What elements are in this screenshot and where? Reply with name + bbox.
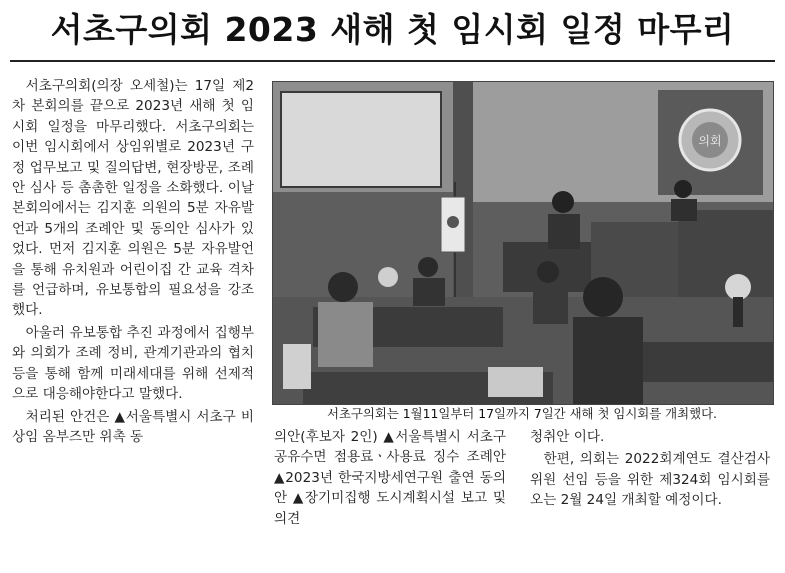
left-column — [12, 76, 254, 447]
right-column — [530, 427, 770, 511]
emblem-label: 의회 — [698, 134, 722, 148]
photo-caption: 서초구의회는 1월11일부터 17일까지 7일간 새해 첫 임시회를 개최했다. — [326, 406, 717, 421]
photo-illustration — [273, 82, 773, 404]
paragraph-agenda-continued: 의안(후보자 2인) ▲서울특별시 서초구 공유수면 점용료ㆍ사용료 징수 조례안 ▲2023년 한국지방세연구원 출연 동의안 ▲장기미집행 도시계획시설 보고 및 의견 — [274, 429, 506, 527]
headline-rule — [10, 60, 775, 62]
council-session-photo — [272, 81, 774, 405]
paragraph-agenda-end: 청취안 이다. — [530, 429, 605, 445]
article-headline: 서초구의회 2023 새해 첫 임시회 일정 마무리 — [50, 10, 735, 49]
paragraph-intro: 서초구의회(의장 오세철)는 17일 제2차 본회의를 끝으로 2023년 새해 첫 임시회 일정을 마무리했다. 서초구의회는 이번 임시회에서 상임위별로 2023년 구정 업무보고 및 질의답변, 현장방문, 조례안 심사 등 촘촘한 일정을 소화했다. 이날 본회의에서는 김지훈 의원의 5분 자유발언과 5개의 조례안 및 동의안 심사가 있었다. 먼저 김지훈 의원은 5분 자유발언을 통해 유치원과 어린이집 간 교육 격차를 언급하며, 유보통합의 필요성을 강조했다. — [12, 78, 254, 319]
paragraph-cooperation: 아울러 유보통합 추진 과정에서 집행부와 의회가 조례 정비, 관계기관과의 협치 등을 통해 함께 미래세대를 위해 선제적으로 대응해야한다고 말했다. — [12, 324, 254, 403]
paragraph-agenda-start: 처리된 안건은 ▲서울특별시 서초구 비상임 옴부즈만 위촉 동 — [12, 408, 254, 445]
middle-column — [274, 427, 506, 529]
paragraph-next-session: 한편, 의회는 2022회계연도 결산검사 위원 선임 등을 위한 제324회 임시회를 오는 2월 24일 개최할 예정이다. — [530, 451, 770, 509]
